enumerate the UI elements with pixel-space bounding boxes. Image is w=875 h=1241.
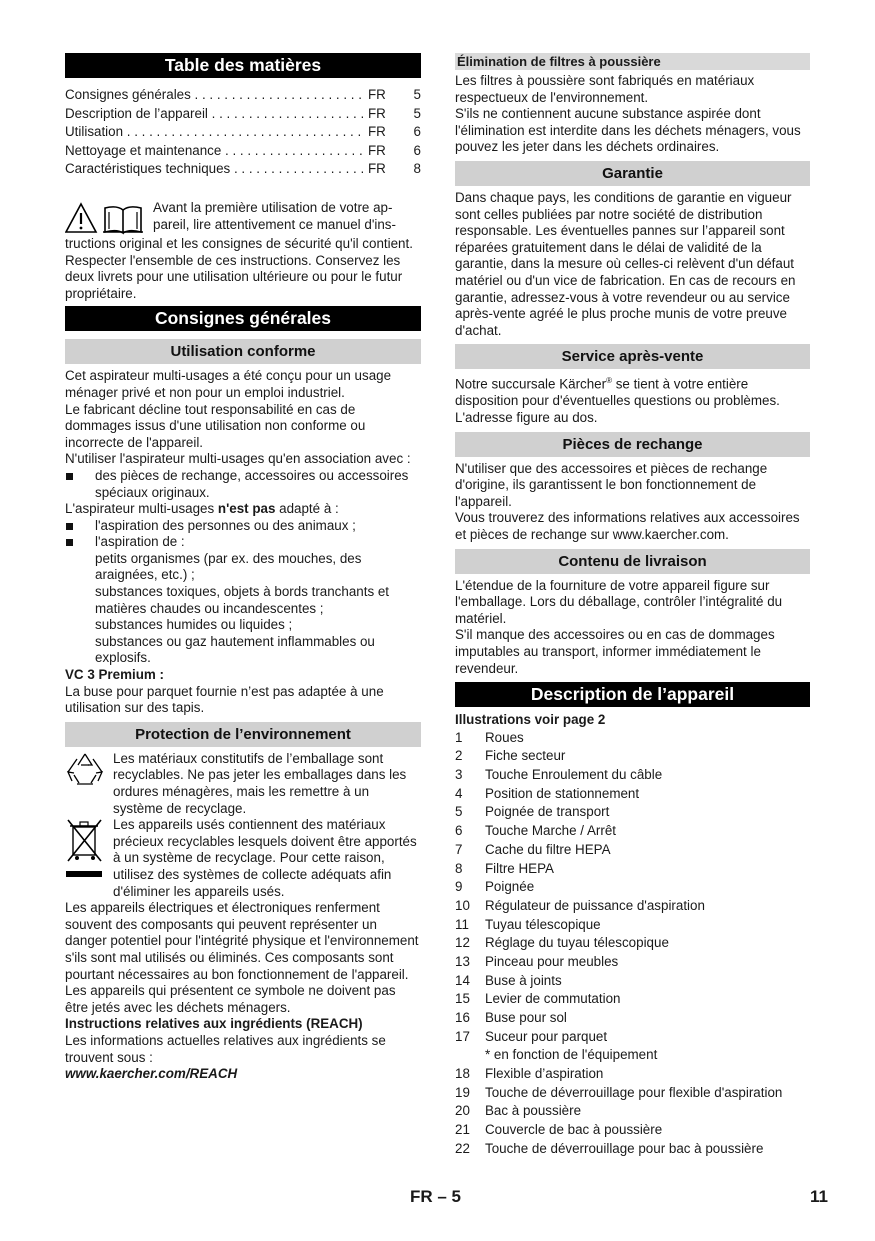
list-item <box>455 1140 810 1159</box>
text-span: Notre succursale Kärcher <box>455 376 607 392</box>
parts-list <box>455 729 810 1159</box>
toc-entry-lang: FR <box>368 142 386 158</box>
item-number: 3 <box>455 767 463 783</box>
toc-entry-lang: FR <box>368 124 386 140</box>
warning-manual-icons <box>65 202 151 236</box>
toc-entry-lang: FR <box>368 161 386 177</box>
reach-text: Les informations actuelles relatives aux ingrédients se trouvent sous : <box>65 1032 386 1065</box>
list-item <box>65 468 421 501</box>
weee-block <box>65 817 421 900</box>
item-label: Fiche secteur <box>485 748 566 764</box>
emphasis-text: n'est pas <box>217 501 276 517</box>
sub-item: substances humides ou liquides ; <box>95 617 293 633</box>
bullet-text: l'aspiration de : <box>95 534 185 550</box>
bullet-icon <box>65 468 95 501</box>
list-item <box>455 934 810 953</box>
item-label: Pinceau pour meubles <box>485 953 619 969</box>
list-item <box>455 897 810 916</box>
list-item <box>455 841 810 860</box>
subsection-use-title: Utilisation conforme <box>65 339 421 364</box>
list-item <box>65 534 421 551</box>
item-number: 20 <box>455 1103 470 1119</box>
list-item <box>455 1084 810 1103</box>
item-label: Filtre HEPA <box>485 860 554 876</box>
item-label: Couvercle de bac à poussière <box>485 1122 663 1138</box>
item-number: 21 <box>455 1122 470 1138</box>
item-number: 2 <box>455 748 463 764</box>
item-number: 15 <box>455 991 470 1007</box>
item-number: 9 <box>455 879 463 895</box>
toc-entry-page: 5 <box>413 87 421 102</box>
vc3-heading: VC 3 Premium : <box>65 667 164 683</box>
subsection-filter-title: Élimination de filtres à poussière <box>455 53 810 70</box>
crossed-bin-icon <box>65 817 113 900</box>
warning-text-line-1: Avant la première utilisation de votre ap- <box>153 199 393 215</box>
toc-entry-lang: FR <box>368 105 386 121</box>
electrical-text: Les appareils électriques et électroniques renferment souvent des composants qui peuvent représenter un danger potentiel pour l'intégrité physique et l'environnement s'ils sont mal utilisés ou éliminés. Ces composants sont pourtant nécessaires au bon fonctionnement de l'appareil. Les appareils qui présentent ce symbole ne doivent pas être jetés avec les déchets ménagers. <box>65 900 419 1015</box>
item-number: 22 <box>455 1140 470 1156</box>
toc-row[interactable] <box>65 142 421 161</box>
item-number: 7 <box>455 841 463 857</box>
toc-entry-title: Description de l’appareil . . . <box>65 105 363 124</box>
bullet-text: des pièces de rechange, accessoires ou accessoires spéciaux originaux. <box>95 467 409 500</box>
item-number: 4 <box>455 785 463 801</box>
sub-item: substances ou gaz hautement inflammables ou explosifs. <box>95 633 375 666</box>
list-item <box>455 1046 810 1065</box>
list-item <box>455 729 810 748</box>
toc-entry-page: 8 <box>413 161 421 177</box>
warranty-text: Dans chaque pays, les conditions de garantie en vigueur sont celles publiées par notre société de distribution responsable. Les éventuelles pannes sur l’appareil sont réparées gratuitement dans le délai de validité de la garantie, dans la mesure où celles-ci relèvent d'un défaut matériel ou d'un vice de fabrication. En cas de recours en garantie, adressez-vous à votre revendeur ou au service après-vente agréé le plus proche munis de votre preuve d'achat. <box>455 189 796 338</box>
item-label: Roues <box>485 729 524 745</box>
list-item <box>65 518 421 535</box>
text-span: L'aspirateur multi-usages <box>65 501 218 517</box>
registered-mark: ® <box>606 376 612 386</box>
parts-paragraph: Vous trouverez des informations relatives aux accessoires et pièces de rechange sur www.kaercher.com. <box>455 510 800 542</box>
toc-entry-title: Nettoyage et maintenance . . . <box>65 142 363 161</box>
item-label: Touche Enroulement du câble <box>485 767 663 783</box>
item-number: 11 <box>455 916 469 932</box>
item-label: Position de stationnement <box>485 785 640 801</box>
use-paragraph <box>65 501 421 518</box>
item-number: 14 <box>455 972 470 988</box>
footer-section: FR – 5 <box>410 1187 462 1206</box>
item-number: 17 <box>455 1028 470 1044</box>
list-item <box>455 766 810 785</box>
toc-row[interactable] <box>65 160 421 179</box>
toc-entry-page: 6 <box>413 142 421 158</box>
subsection-delivery-title: Contenu de livraison <box>455 549 810 574</box>
item-label: * en fonction de l'équipement <box>485 1047 658 1063</box>
recycling-text: Les matériaux constitutifs de l’emballage sont recyclables. Ne pas jeter les emballages dans les ordures ménagères, mais les remettre à un système de recyclage. <box>113 750 407 816</box>
list-item <box>455 1009 810 1028</box>
item-number: 16 <box>455 1010 470 1025</box>
item-label: Levier de commutation <box>485 991 621 1007</box>
list-item <box>455 822 810 841</box>
list-item <box>455 990 810 1009</box>
item-number: 5 <box>455 804 463 820</box>
subsection-parts-title: Pièces de rechange <box>455 432 810 457</box>
filter-paragraph: Les filtres à poussière sont fabriqués en matériaux respectueux de l'environnement. <box>455 73 755 105</box>
reach-heading: Instructions relatives aux ingrédients (REACH) <box>65 1016 363 1032</box>
list-item <box>455 785 810 804</box>
item-number: 12 <box>455 935 470 951</box>
table-of-contents <box>65 86 421 179</box>
item-number: 8 <box>455 860 463 876</box>
text-span: adapté à : <box>275 501 339 517</box>
use-paragraph: Cet aspirateur multi-usages a été conçu pour un usage ménager privé et non pour un emploi industriel. <box>65 368 392 400</box>
item-label: Tuyau télescopique <box>485 916 601 932</box>
recycling-block <box>65 751 421 817</box>
list-item <box>455 953 810 972</box>
toc-entry-page: 6 <box>413 124 421 140</box>
item-number: 19 <box>455 1084 470 1100</box>
item-label: Bac à poussière <box>485 1103 582 1119</box>
list-item <box>455 803 810 822</box>
toc-title: Table des matières <box>65 53 421 78</box>
section-description-title: Description de l’appareil <box>455 682 810 707</box>
vc3-text: La buse pour parquet fournie n’est pas adaptée à une utilisation sur des tapis. <box>65 683 384 716</box>
illustrations-note: Illustrations voir page 2 <box>455 712 606 728</box>
item-label: Cache du filtre HEPA <box>485 841 611 857</box>
bullet-text: l'aspiration des personnes ou des animaux ; <box>95 517 356 533</box>
sub-item: substances toxiques, objets à bords tranchants et matières chaudes ou incandescentes ; <box>95 584 390 616</box>
item-label: Flexible d’aspiration <box>485 1066 604 1082</box>
toc-entry-title: Utilisation . . . <box>65 123 363 142</box>
use-paragraph: N'utiliser l'aspirateur multi-usages qu'en association avec : <box>65 451 411 467</box>
toc-entry-lang: FR <box>368 87 386 102</box>
subsection-environment-title: Protection de l’environnement <box>65 722 421 747</box>
toc-row[interactable] <box>65 123 421 142</box>
item-label: Régulateur de puissance d'aspiration <box>485 897 705 913</box>
item-label: Touche de déverrouillage pour flexible d'aspiration <box>485 1084 783 1100</box>
list-item <box>455 1028 810 1047</box>
item-label: Réglage du tuyau télescopique <box>485 935 669 951</box>
warning-triangle-book-icon <box>65 202 151 236</box>
item-number: 6 <box>455 823 463 839</box>
footer-page-number: 11 <box>810 1187 828 1206</box>
bullet-icon <box>65 534 95 551</box>
list-item <box>455 1121 810 1140</box>
service-text <box>455 373 810 426</box>
section-general-title: Consignes générales <box>65 306 421 331</box>
recycle-icon <box>65 751 113 817</box>
parts-paragraph: N'utiliser que des accessoires et pièces de rechange d'origine, ils garantissent le bon fonctionnement de l'appareil. <box>455 460 768 509</box>
item-label: Touche Marche / Arrêt <box>485 823 616 839</box>
item-label: Poignée <box>485 879 535 895</box>
list-item <box>455 747 810 766</box>
filter-paragraph: S'ils ne contiennent aucune substance aspirée dont l'élimination est interdite dans les déchets ménagers, vous pouvez les jeter dans les déchets ordinaires. <box>455 106 801 155</box>
weee-text: Les appareils usés contiennent des matériaux précieux recyclables lesquels doivent être apportés à un système de recyclage. Pour cette raison, utilisez des systèmes de collecte adéquats afin d'éliminer les appareils usés. <box>113 817 417 899</box>
subsection-service-title: Service après-vente <box>455 344 810 369</box>
right-column <box>455 53 810 1159</box>
list-item <box>455 972 810 991</box>
item-number: 18 <box>455 1066 470 1082</box>
warning-text-line-2: pareil, lire attentivement ce manuel d'ins- <box>153 216 396 232</box>
list-item <box>455 916 810 935</box>
list-item <box>455 1065 810 1084</box>
item-number <box>455 1046 485 1065</box>
item-number: 1 <box>455 729 463 745</box>
sub-item: petits organismes (par ex. des mouches, des araignées, etc.) ; <box>95 550 362 583</box>
bullet-icon <box>65 518 95 535</box>
item-number: 13 <box>455 953 470 969</box>
item-label: Touche de déverrouillage pour bac à poussière <box>485 1140 764 1156</box>
toc-row[interactable] <box>65 105 421 124</box>
warning-block <box>65 200 421 302</box>
list-item <box>455 860 810 879</box>
item-label: Suceur pour parquet <box>485 1028 608 1044</box>
item-label: Buse pour sol <box>485 1010 567 1025</box>
toc-entry-title: Consignes générales . . . <box>65 86 363 105</box>
subsection-warranty-title: Garantie <box>455 161 810 186</box>
warning-text: tructions original et les consignes de sécurité qu'il contient. Respecter l'ensemble de ces instructions. Conservez les deux livrets pour une utilisation ultérieure ou pour le futur propriétaire. <box>65 235 413 301</box>
use-paragraph: Le fabricant décline tout responsabilité en cas de dommages issus d'une utilisation non conforme ou incorrecte de l'appareil. <box>65 401 366 450</box>
left-column <box>65 53 421 1083</box>
toc-row[interactable] <box>65 86 421 105</box>
list-item <box>455 878 810 897</box>
delivery-paragraph: L'étendue de la fourniture de votre appareil figure sur l'emballage. Lors du déballage, contrôler l’intégralité du matériel. <box>455 577 783 626</box>
reach-link[interactable]: www.kaercher.com/REACH <box>65 1066 238 1082</box>
item-number: 10 <box>455 897 470 913</box>
toc-entry-page: 5 <box>413 105 421 121</box>
item-label: Poignée de transport <box>485 804 610 820</box>
text-span: se tient à votre entière disposition pour d'éventuelles questions ou problèmes. L'adresse figure au dos. <box>455 376 780 425</box>
toc-entry-title: Caractéristiques techniques . . . <box>65 160 363 179</box>
list-item <box>455 1102 810 1121</box>
item-label: Buse à joints <box>485 972 562 988</box>
delivery-paragraph: S'il manque des accessoires ou en cas de dommages imputables au transport, informer immédiatement le revendeur. <box>455 627 775 676</box>
